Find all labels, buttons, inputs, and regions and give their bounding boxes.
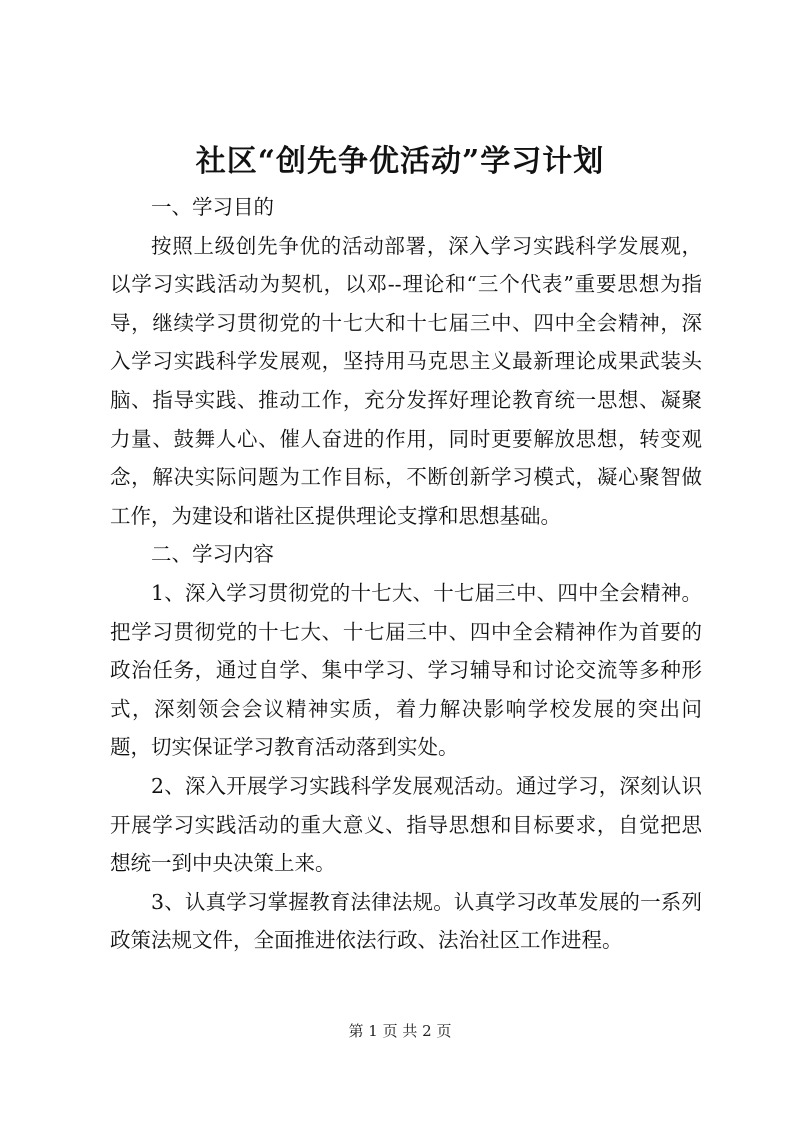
section-heading-2: 二、学习内容 [151, 542, 274, 567]
page-number-footer: 第 1 页 共 2 页 [348, 1022, 452, 1040]
paragraph-content-1: 1、深入学习贯彻党的十七大、十七届三中、四中全会精神。把学习贯彻党的十七大、十七届三中、四中全会精神作为首要的政治任务，通过自学、集中学习、学习辅导和讨论交流等多种形式，深刻领会会议精神实质，着力解决影响学校发展的突出问题，切实保证学习教育活动落到实处。 [110, 580, 702, 760]
section-heading-1: 一、学习目的 [151, 195, 274, 219]
paragraph-content-3: 3、认真学习掌握教育法律法规。认真学习改革发展的一系列政策法规文件，全面推进依法行政、法治社区工作进程。 [110, 889, 702, 953]
document-body [110, 188, 702, 960]
paragraph-purpose: 按照上级创先争优的活动部署，深入学习实践科学发展观，以学习实践活动为契机，以邓--理论和“三个代表”重要思想为指导，继续学习贯彻党的十七大和十七届三中、四中全会精神，深入学习实践科学发展观，坚持用马克思主义最新理论成果武装头脑、指导实践、推动工作，充分发挥好理论教育统一思想、凝聚力量、鼓舞人心、催人奋进的作用，同时更要解放思想，转变观念，解决实际问题为工作目标，不断创新学习模式，凝心聚智做工作，为建设和谐社区提供理论支撑和思想基础。 [110, 233, 702, 528]
paragraph-content-2: 2、深入开展学习实践科学发展观活动。通过学习，深刻认识开展学习实践活动的重大意义、指导思想和目标要求，自觉把思想统一到中央决策上来。 [110, 773, 702, 876]
page-title: 社区“创先争优活动”学习计划 [195, 144, 605, 179]
